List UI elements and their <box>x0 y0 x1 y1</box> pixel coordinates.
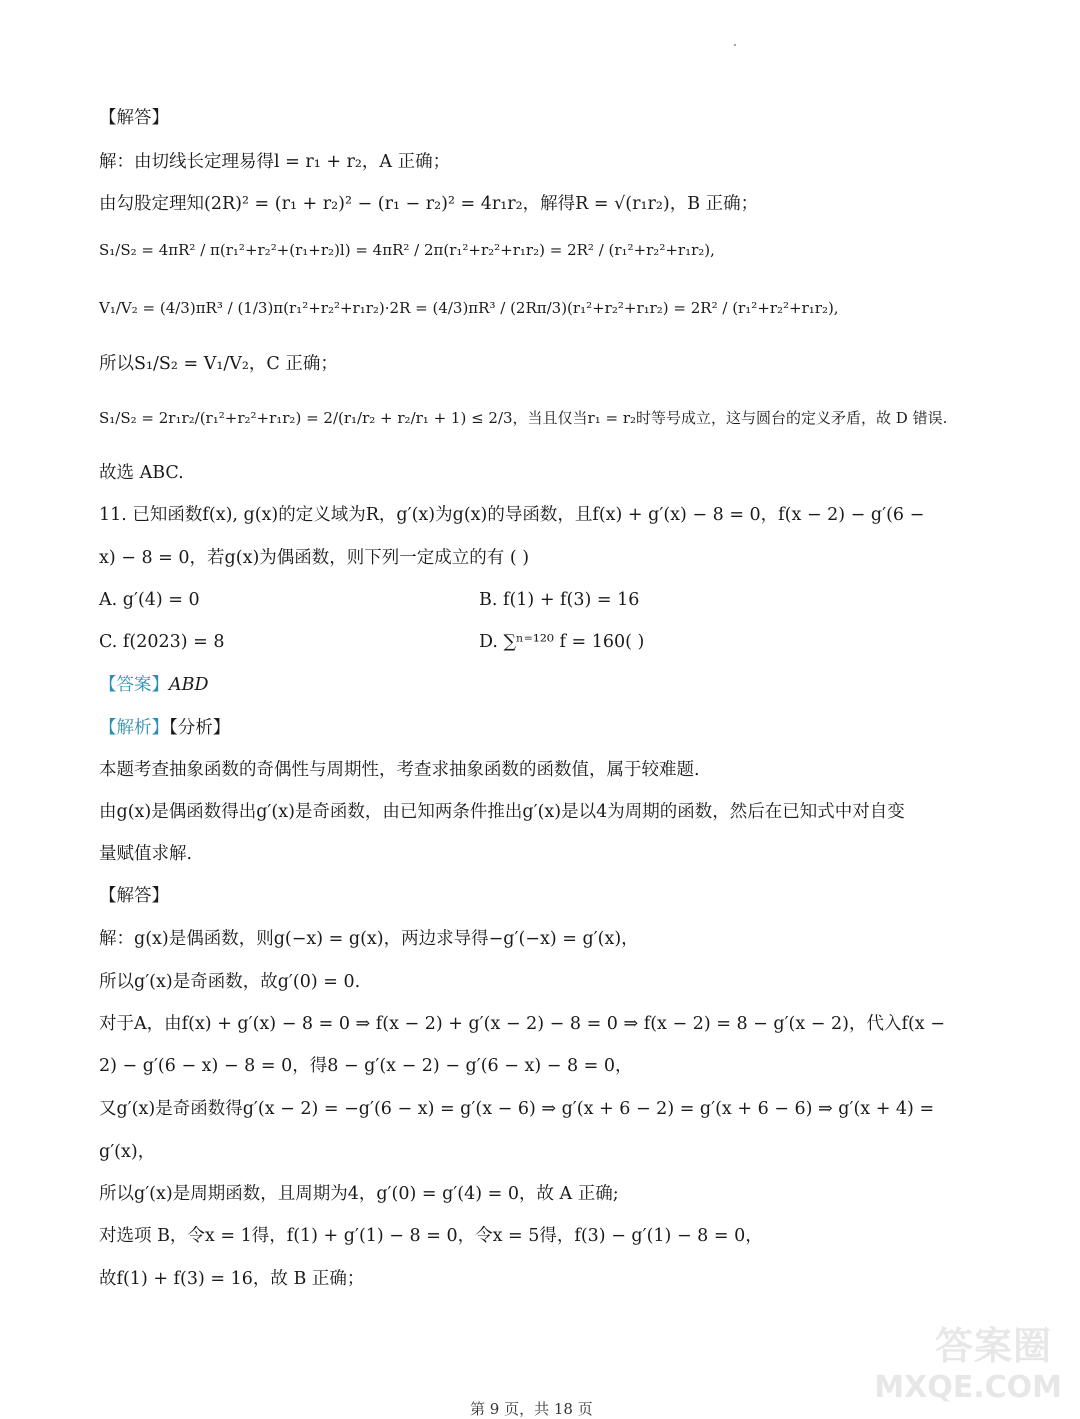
question-11-stem-cont: x) − 8 = 0，若g(x)为偶函数，则下列一定成立的有 ( ) <box>99 548 530 568</box>
watermark-logo <box>874 1315 1062 1405</box>
formula-volume-ratio: V₁/V₂ = (4/3)πR³ / (1/3)π(r₁²+r₂²+r₁r₂)·2R = (4/3)πR³ / (2Rπ/3)(r₁²+r₂²+r₁r₂) = 2R² / (r₁²+r₂²+r₁r₂), <box>99 299 839 317</box>
answer-value: ABD <box>169 675 209 695</box>
solution-line: 解：g(x)是偶函数，则g(−x) = g(x)，两边求导得−g′(−x) = g′(x)， <box>99 929 639 949</box>
solution-line: 解：由切线长定理易得l = r₁ + r₂，A 正确； <box>99 152 451 172</box>
solution-line: 又g′(x)是奇函数得g′(x − 2) = −g′(6 − x) = g′(x − 6) ⇒ g′(x + 6 − 2) = g′(x + 6 − 6) ⇒ g′(x + 4) = <box>99 1099 935 1119</box>
watermark-top: 答案圈 <box>934 1324 1052 1368</box>
solution-line: 对于A，由f(x) + g′(x) − 8 = 0 ⇒ f(x − 2) + g′(x − 2) − 8 = 0 ⇒ f(x − 2) = 8 − g′(x − 2)，代入f(x − <box>99 1014 945 1034</box>
analysis-row <box>99 716 230 740</box>
speck <box>734 44 736 46</box>
watermark-bottom: MXQE.COM <box>874 1370 1062 1405</box>
solution-heading: 【解答】 <box>99 886 169 906</box>
answer-row <box>99 673 209 697</box>
page-footer: 第 9 页，共 18 页 <box>470 1400 593 1418</box>
solution-heading: 【解答】 <box>99 108 169 128</box>
solution-line: 2) − g′(6 − x) − 8 = 0，得8 − g′(x − 2) − g′(6 − x) − 8 = 0， <box>99 1056 633 1076</box>
formula-inequality: S₁/S₂ = 2r₁r₂/(r₁²+r₂²+r₁r₂) = 2/(r₁/r₂ + r₂/r₁ + 1) ≤ 2/3，当且仅当r₁ = r₂时等号成立，这与圆台的定义矛盾，故 D 错误. <box>99 409 948 427</box>
analysis-subtag: 【分析】 <box>169 718 231 738</box>
formula-area-ratio: S₁/S₂ = 4πR² / π(r₁²+r₂²+(r₁+r₂)l) = 4πR² / 2π(r₁²+r₂²+r₁r₂) = 2R² / (r₁²+r₂²+r₁r₂), <box>99 241 715 259</box>
analysis-tag: 【解析】 <box>99 718 169 738</box>
analysis-line: 本题考查抽象函数的奇偶性与周期性，考查求抽象函数的函数值，属于较难题. <box>99 760 700 780</box>
option-a: A. g′(4) = 0 <box>99 590 200 610</box>
solution-conclusion: 故选 ABC. <box>99 463 184 483</box>
solution-line: 故f(1) + f(3) = 16，故 B 正确； <box>99 1269 365 1289</box>
option-c: C. f(2023) = 8 <box>99 632 225 652</box>
solution-line: g′(x)， <box>99 1142 156 1162</box>
solution-line: 所以S₁/S₂ = V₁/V₂，C 正确； <box>99 354 338 374</box>
solution-line: 所以g′(x)是奇函数，故g′(0) = 0. <box>99 972 361 992</box>
analysis-line: 由g(x)是偶函数得出g′(x)是奇函数，由已知两条件推出g′(x)是以4为周期的函数，然后在已知式中对自变 <box>99 802 905 822</box>
solution-line: 由勾股定理知(2R)² = (r₁ + r₂)² − (r₁ − r₂)² = 4r₁r₂，解得R = √(r₁r₂)，B 正确； <box>99 194 759 214</box>
analysis-line: 量赋值求解. <box>99 844 193 864</box>
answer-tag: 【答案】 <box>99 675 169 695</box>
option-d: D. ∑ⁿ⁼¹²⁰ f = 160( ) <box>479 632 645 652</box>
solution-line: 对选项 B，令x = 1得，f(1) + g′(1) − 8 = 0，令x = 5得，f(3) − g′(1) − 8 = 0， <box>99 1226 763 1246</box>
solution-line: 所以g′(x)是周期函数，且周期为4，g′(0) = g′(4) = 0，故 A 正确; <box>99 1184 619 1204</box>
question-11-stem: 11. 已知函数f(x), g(x)的定义域为R，g′(x)为g(x)的导函数，且f(x) + g′(x) − 8 = 0，f(x − 2) − g′(6 − <box>99 505 925 525</box>
option-b: B. f(1) + f(3) = 16 <box>479 590 640 610</box>
